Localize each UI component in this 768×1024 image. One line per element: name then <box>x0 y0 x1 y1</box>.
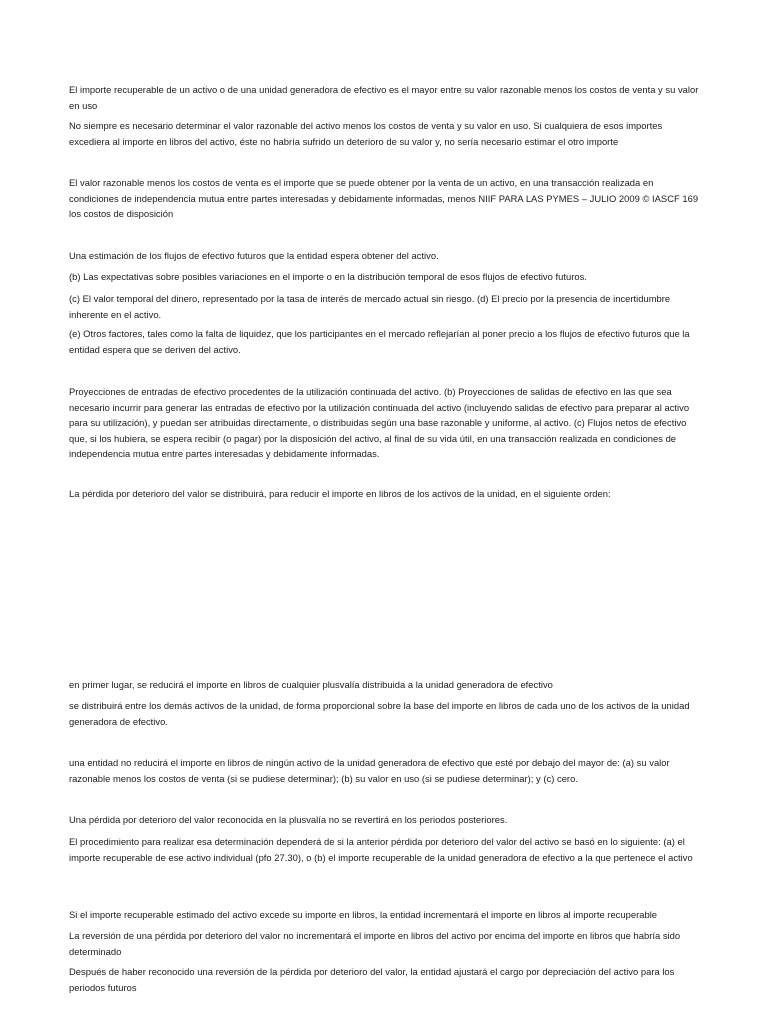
paragraph-item-b-expectations: (b) Las expectativas sobre posibles variaciones en el importe o en la distribución temporal de esos flujos de efectivo futuros. <box>69 271 587 282</box>
paragraph-not-reduce-below: una entidad no reducirá el importe en libros de ningún activo de la unidad generadora de efectivo que esté por debajo del mayor de: (a) su valor razonable menos los costos de venta (si se pudiese determinar); (b) su valor en uso (si se pudiese determinar); y (c) cero. <box>69 757 670 784</box>
paragraph-cash-flow-estimate: Una estimación de los flujos de efectivo futuros que la entidad espera obtener del activo. <box>69 250 439 261</box>
paragraph-adjust-depreciation: Después de haber reconocido una reversión de la pérdida por deterioro del valor, la entidad ajustará el cargo por depreciación del activo para los periodos futuros <box>69 966 675 993</box>
paragraph-reversal-limit: La reversión de una pérdida por deterioro del valor no incrementará el importe en libros del activo por encima del importe en libros que habría sido determinado <box>69 930 681 957</box>
paragraph-determination-procedure: El procedimiento para realizar esa determinación dependerá de si la anterior pérdida por deterioro del valor del activo se basó en lo siguiente: (a) el importe recuperable de ese activo individual (pfo 27.30), o (b) el importe recuperable de la unidad generadora de efectivo a la que pertenece el activo <box>69 836 693 863</box>
paragraph-distribute-other-assets: se distribuirá entre los demás activos de la unidad, de forma proporcional sobre la base del importe en libros de cada uno de los activos de la unidad generadora de efectivo. <box>69 700 690 727</box>
paragraph-impairment-allocation: La pérdida por deterioro del valor se distribuirá, para reducir el importe en libros de los activos de la unidad, en el siguiente orden: <box>69 488 611 499</box>
paragraph-recoverable-amount-definition: El importe recuperable de un activo o de una unidad generadora de efectivo es el mayor entre su valor razonable menos los costos de venta y su valor en uso <box>69 84 699 111</box>
paragraph-cash-flow-projections: Proyecciones de entradas de efectivo procedentes de la utilización continuada del activo. (b) Proyecciones de salidas de efectivo en las que sea necesario incurrir para generar las entradas de efectivo por la utilización continuada del activo (incluyendo salidas de efectivo para preparar al activo para su utilización), y puedan ser atribuidas directamente, o distribuidas según una base razonable y uniforme, al activo. (c) Flujos netos de efectivo que, si los hubiera, se espera recibir (o pagar) por la disposición del activo, al final de su vida útil, en una transacción realizada en condiciones de independencia mutua entre partes interesadas y debidamente informadas. <box>69 386 690 459</box>
paragraph-not-always-necessary: No siempre es necesario determinar el valor razonable del activo menos los costos de venta y su valor en uso. Si cualquiera de esos importes excediera al importe en libros del activo, éste no habría sufrido un deterioro de su valor y, no sería necesario estimar el otro importe <box>69 120 663 147</box>
paragraph-increase-to-recoverable: Si el importe recuperable estimado del activo excede su importe en libros, la entidad incrementará el importe en libros al importe recuperable <box>69 909 658 920</box>
paragraph-item-e-other-factors: (e) Otros factores, tales como la falta de liquidez, que los participantes en el mercado reflejarían al poner precio a los flujos de efectivo futuros que la entidad espera que se deriven del activo. <box>69 328 690 355</box>
paragraph-first-goodwill: en primer lugar, se reducirá el importe en libros de cualquier plusvalía distribuida a la unidad generadora de efectivo <box>69 679 553 690</box>
paragraph-fair-value-definition: El valor razonable menos los costos de venta es el importe que se puede obtener por la venta de un activo, en una transacción realizada en condiciones de independencia mutua entre partes interesadas y debidamente informadas, menos NIIF PARA LAS PYMES – JULIO 2009 © IASCF 169 los costos de disposición <box>69 177 699 219</box>
paragraph-goodwill-no-reversal: Una pérdida por deterioro del valor reconocida en la plusvalía no se revertirá en los periodos posteriores. <box>69 814 508 825</box>
paragraph-item-c-d-time-value: (c) El valor temporal del dinero, representado por la tasa de interés de mercado actual sin riesgo. (d) El precio por la presencia de incertidumbre inherente en el activo. <box>69 293 671 320</box>
